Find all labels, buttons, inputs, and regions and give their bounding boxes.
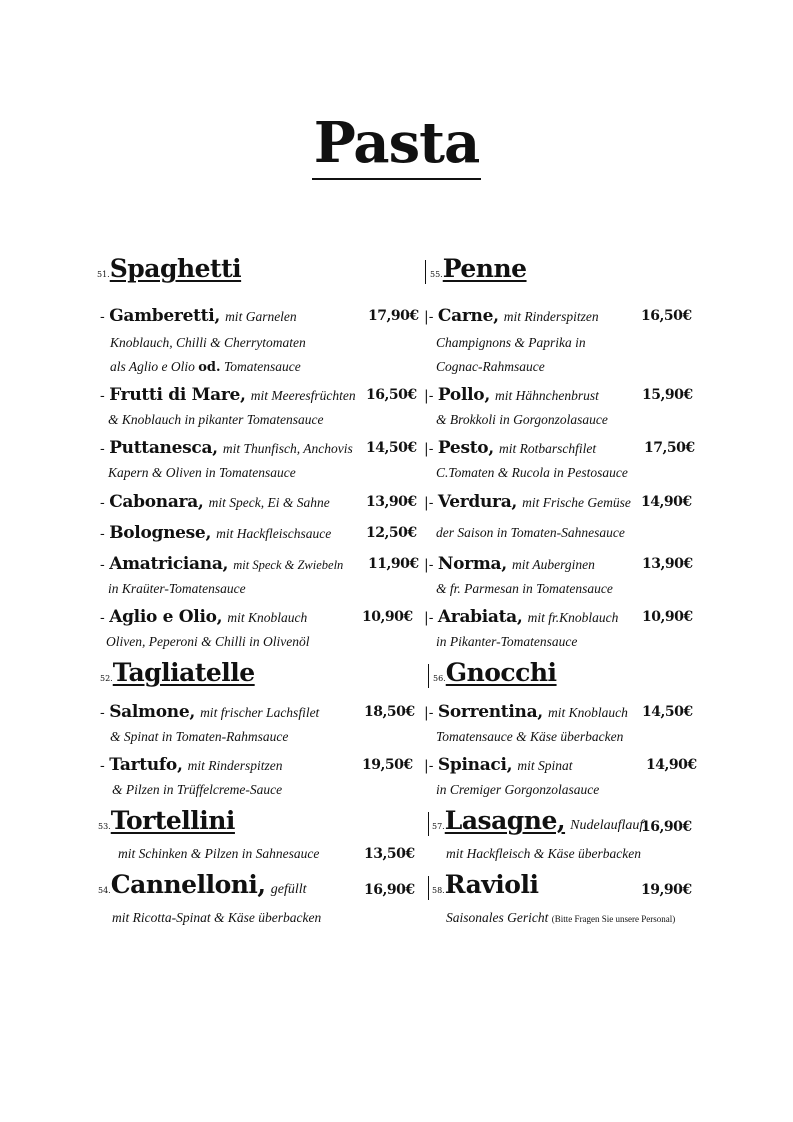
item-desc: mit Rinderspitzen: [503, 309, 599, 324]
item-name: Arabiata,: [437, 607, 523, 627]
section-name: Gnocchi: [445, 658, 557, 687]
section-number: 54.: [98, 886, 111, 895]
item-detail: Kapern & Oliven in Tomatensauce: [108, 465, 296, 480]
section-number: 53.: [98, 822, 111, 831]
section-header-gnocchi: [433, 658, 557, 687]
item-price: 16,90€: [641, 819, 692, 835]
item-desc: mit Knoblauch: [548, 705, 628, 720]
item-name: Pollo,: [437, 385, 490, 405]
item-name: Puttanesca,: [109, 438, 218, 458]
item-name: Norma,: [437, 554, 507, 574]
item-price: 14,50€: [642, 704, 693, 720]
item-price: 13,90€: [366, 494, 417, 510]
item-detail: Saisonales Gericht (Bitte Fragen Sie unsere Personal): [446, 910, 676, 925]
item-desc: mit Thunfisch, Anchovis: [222, 441, 353, 456]
item-price: 19,90€: [641, 882, 692, 898]
item-price: 13,50€: [364, 846, 415, 862]
item-desc: mit Speck, Ei & Sahne: [208, 495, 330, 510]
column-divider: [428, 876, 429, 900]
item-detail: & Spinat in Tomaten-Rahmsauce: [110, 729, 289, 744]
item-detail: Tomatensauce & Käse überbacken: [436, 729, 624, 744]
item-name: Gamberetti,: [109, 306, 220, 326]
item-price: 14,50€: [366, 440, 417, 456]
section-number: 57.: [432, 822, 445, 831]
item-desc: mit Rinderspitzen: [187, 758, 283, 773]
item-detail: mit Ricotta-Spinat & Käse überbacken: [112, 910, 322, 925]
item-price: 14,90€: [641, 494, 692, 510]
item-desc: mit Knoblauch: [227, 610, 308, 625]
item-price: 16,50€: [641, 308, 692, 324]
item-price: 15,90€: [642, 387, 693, 403]
menu-item-tartufo: - Tartufo, mit Rinderspitzen: [100, 755, 283, 775]
item-name: Verdura,: [437, 492, 518, 512]
section-name: Lasagne,: [444, 806, 566, 835]
section-name: Penne: [442, 254, 527, 283]
menu-item-verdura: |- Verdura, mit Frische Gemüse: [424, 492, 631, 512]
item-detail: & Knoblauch in pikanter Tomatensauce: [108, 412, 324, 427]
item-name: Bolognese,: [109, 523, 212, 543]
item-price: 13,90€: [642, 556, 693, 572]
item-desc: mit Garnelen: [225, 309, 297, 324]
section-header-penne: [430, 254, 527, 283]
item-price: 14,90€: [646, 757, 697, 773]
item-desc: mit fr.Knoblauch: [527, 610, 619, 625]
column-divider: [425, 260, 426, 284]
section-inline-desc: gefüllt: [270, 882, 307, 897]
section-header-ravioli: [432, 870, 538, 899]
item-price: 19,50€: [362, 757, 413, 773]
menu-item-cabonara: - Cabonara, mit Speck, Ei & Sahne: [100, 492, 330, 512]
item-desc: mit Spinat: [517, 758, 573, 773]
menu-item-aglio-e-olio: - Aglio e Olio, mit Knoblauch: [100, 607, 308, 627]
section-header-cannelloni: [98, 870, 307, 899]
section-name: Tortellini: [110, 806, 235, 835]
item-price: 16,50€: [366, 387, 417, 403]
item-detail: mit Schinken & Pilzen in Sahnesauce: [118, 846, 320, 861]
section-number: 51.: [97, 270, 110, 279]
section-name: Spaghetti: [109, 254, 242, 283]
item-detail: C.Tomaten & Rucola in Pestosauce: [436, 465, 628, 480]
item-price: 10,90€: [642, 609, 693, 625]
item-name: Spinaci,: [437, 755, 513, 775]
menu-item-norma: |- Norma, mit Auberginen: [424, 554, 595, 574]
item-detail: Champignons & Paprika in: [436, 335, 586, 350]
menu-item-sorrentina: |- Sorrentina, mit Knoblauch: [424, 702, 628, 722]
item-name: Frutti di Mare,: [109, 385, 246, 405]
menu-item-pollo: |- Pollo, mit Hähnchenbrust: [424, 385, 599, 405]
item-detail: Cognac-Rahmsauce: [436, 359, 545, 374]
item-desc: mit Speck & Zwiebeln: [233, 558, 344, 572]
menu-item-frutti-di-mare: - Frutti di Mare, mit Meeresfrüchten: [100, 385, 356, 405]
item-price: 12,50€: [366, 525, 417, 541]
item-name: Cabonara,: [109, 492, 204, 512]
section-name: Ravioli: [444, 870, 539, 899]
menu-item-puttanesca: - Puttanesca, mit Thunfisch, Anchovis: [100, 438, 353, 458]
item-detail: der Saison in Tomaten-Sahnesauce: [436, 525, 625, 540]
item-desc: mit Hähnchenbrust: [495, 388, 599, 403]
item-price: 11,90€: [368, 556, 419, 572]
menu-item-bolognese: - Bolognese, mit Hackfleischsauce: [100, 523, 332, 543]
menu-item-amatriciana: - Amatriciana, mit Speck & Zwiebeln: [100, 554, 344, 574]
item-detail: & Brokkoli in Gorgonzolasauce: [436, 412, 608, 427]
item-desc: mit Auberginen: [511, 557, 595, 572]
item-detail: mit Hackfleisch & Käse überbacken: [446, 846, 641, 861]
item-name: Carne,: [437, 306, 499, 326]
item-name: Aglio e Olio,: [109, 607, 223, 627]
section-number: 56.: [433, 674, 446, 683]
page-title: Pasta: [0, 108, 793, 180]
section-number: 58.: [432, 886, 445, 895]
item-name: Pesto,: [437, 438, 494, 458]
item-price: 17,50€: [644, 440, 695, 456]
item-desc: mit Rotbarschfilet: [499, 441, 597, 456]
item-detail: Oliven, Peperoni & Chilli in Olivenöl: [106, 634, 310, 649]
item-price: 16,90€: [364, 882, 415, 898]
item-name: Sorrentina,: [437, 702, 543, 722]
item-detail: als Aglio e Olio od. Tomatensauce: [110, 359, 301, 375]
item-note: (Bitte Fragen Sie unsere Personal): [551, 914, 676, 924]
section-header-tagliatelle: [100, 658, 255, 687]
section-header-lasagne: [432, 806, 643, 835]
column-divider: [428, 812, 429, 836]
menu-item-pesto: |- Pesto, mit Rotbarschfilet: [424, 438, 597, 458]
menu-item-gamberetti: - Gamberetti, mit Garnelen: [100, 306, 297, 326]
item-detail: in Pikanter-Tomatensauce: [436, 634, 578, 649]
section-inline-desc: Nudelauflauf: [570, 818, 644, 833]
item-price: 10,90€: [362, 609, 413, 625]
section-number: 52.: [100, 674, 113, 683]
item-desc: mit Frische Gemüse: [522, 495, 631, 510]
item-price: 18,50€: [364, 704, 415, 720]
item-detail: in Kraüter-Tomatensauce: [108, 581, 246, 596]
item-desc: mit Hackfleischsauce: [216, 526, 332, 541]
item-price: 17,90€: [368, 308, 419, 324]
section-header-tortellini: [98, 806, 235, 835]
item-desc: mit Meeresfrüchten: [250, 388, 356, 403]
section-name: Tagliatelle: [112, 658, 255, 687]
section-header-spaghetti: [97, 254, 241, 283]
column-divider: [428, 664, 429, 688]
section-number: 55.: [430, 270, 443, 279]
item-detail: in Cremiger Gorgonzolasauce: [436, 782, 600, 797]
section-name: Cannelloni,: [110, 870, 266, 899]
item-detail: & Pilzen in Trüffelcreme-Sauce: [112, 782, 283, 797]
item-desc: mit frischer Lachsfilet: [200, 705, 320, 720]
menu-item-salmone: - Salmone, mit frischer Lachsfilet: [100, 702, 320, 722]
item-detail: Knoblauch, Chilli & Cherrytomaten: [110, 335, 306, 350]
item-name: Tartufo,: [109, 755, 183, 775]
item-name: Amatriciana,: [109, 554, 229, 574]
menu-item-spinaci: |- Spinaci, mit Spinat: [424, 755, 573, 775]
item-name: Salmone,: [109, 702, 195, 722]
item-detail: & fr. Parmesan in Tomatensauce: [436, 581, 613, 596]
menu-item-carne: |- Carne, mit Rinderspitzen: [424, 306, 599, 326]
menu-item-arabiata: |- Arabiata, mit fr.Knoblauch: [424, 607, 619, 627]
